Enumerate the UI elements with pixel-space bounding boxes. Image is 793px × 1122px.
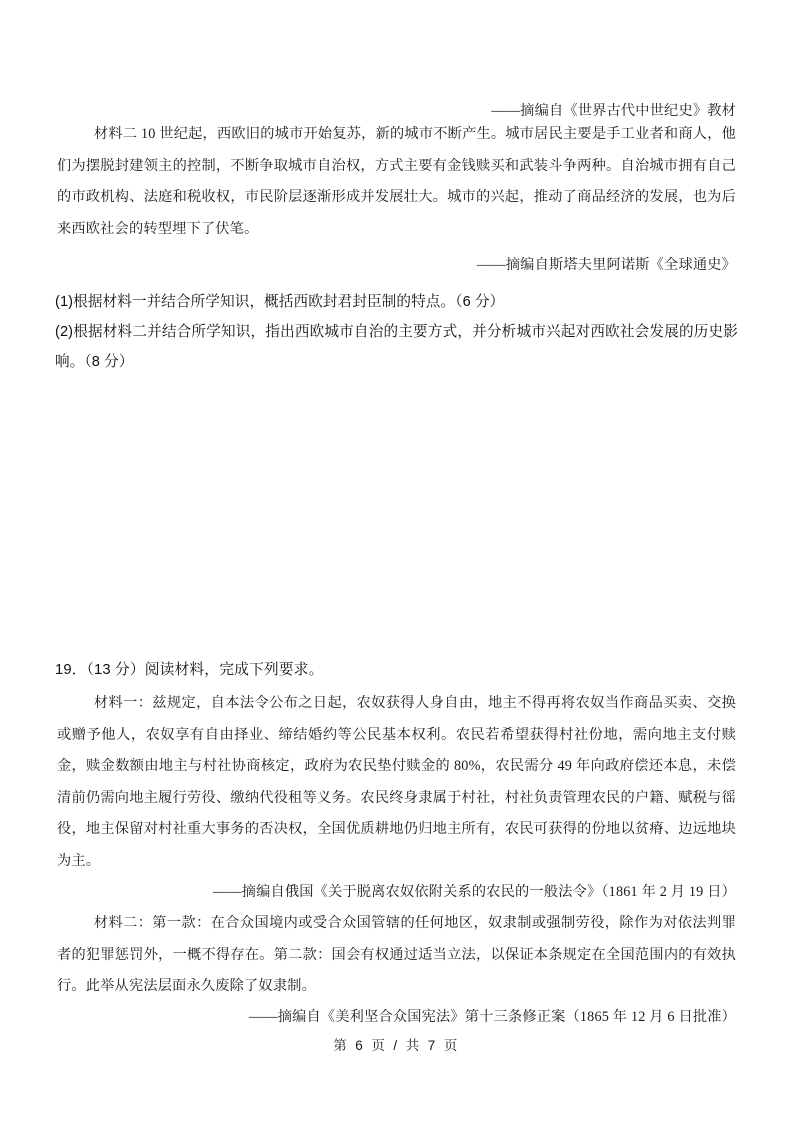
material-two-source-q18 bbox=[57, 250, 736, 282]
question-19-heading-text: 19．（13 分）阅读材料，完成下列要求。 bbox=[55, 662, 324, 678]
sub-question-1: (1)根据材料一并结合所学知识，概括西欧封君封臣制的特点。（6 分） bbox=[55, 294, 505, 310]
material-two-source-q19 bbox=[57, 1002, 736, 1034]
question-19-heading bbox=[55, 655, 738, 685]
page-number-label: 第 6 页 / 共 7 页 bbox=[333, 1038, 460, 1053]
material-two-block-q18 bbox=[57, 119, 736, 245]
sub-question-2: (2)根据材料二并结合所学知识，指出西欧城市自治的主要方式，并分析城市兴起对西欧社会发展的历史影响。（8 分） bbox=[55, 324, 738, 370]
material-one-paragraph-q19: 材料一：兹规定，自本法令公布之日起，农奴获得人身自由，地主不得再将农奴当作商品买卖、交换或赠予他人，农奴享有自由择业、缔结婚约等公民基本权利。农民若希望获得村社份地，需向地主支付赎金，赎金数额由地主与村社协商核定，政府为农民垫付赎金的 80%，农民需分 49 年向政府偿还本息，未偿清前仍需向地主履行劳役、缴纳代役租等义务。农民终身隶属于村社，村社负责管理农民的户籍、赋税与徭役，地主保留对村社重大事务的否决权，全国优质耕地仍归地主所有，农民可获得的份地以贫瘠、边远地块为主。 bbox=[57, 695, 736, 869]
material-one-source-q19 bbox=[57, 877, 736, 909]
material-two-block-q19 bbox=[57, 908, 736, 1003]
page-footer bbox=[0, 1034, 793, 1055]
material-one-source-text: ——摘编自《世界古代中世纪史》教材 bbox=[491, 103, 736, 119]
material-two-paragraph-q19: 材料二：第一款：在合众国境内或受合众国管辖的任何地区，奴隶制或强制劳役，除作为对依法判罪者的犯罪惩罚外，一概不得存在。第二款：国会有权通过适当立法，以保证本条规定在全国范围内的有效执行。此举从宪法层面永久废除了奴隶制。 bbox=[57, 915, 736, 994]
answer-writing-space bbox=[57, 370, 736, 640]
sub-questions-q18 bbox=[55, 287, 738, 377]
material-one-block-q19 bbox=[57, 688, 736, 877]
material-one-source-text-q19: ——摘编自俄国《关于脱离农奴依附关系的农民的一般法令》（1861 年 2 月 19 日） bbox=[212, 884, 736, 900]
material-two-source-text-q19: ——摘编自《美利坚合众国宪法》第十三条修正案（1865 年 12 月 6 日批准） bbox=[248, 1009, 736, 1025]
material-two-paragraph: 材料二 10 世纪起，西欧旧的城市开始复苏，新的城市不断产生。城市居民主要是手工业者和商人，他们为摆脱封建领主的控制，不断争取城市自治权，方式主要有金钱赎买和武装斗争两种。自治城市拥有自己的市政机构、法庭和税收权，市民阶层逐渐形成并发展壮大。城市的兴起，推动了商品经济的发展，也为后来西欧社会的转型埋下了伏笔。 bbox=[57, 126, 736, 237]
material-two-source-text: ——摘编自斯塔夫里阿诺斯《全球通史》 bbox=[477, 257, 736, 273]
